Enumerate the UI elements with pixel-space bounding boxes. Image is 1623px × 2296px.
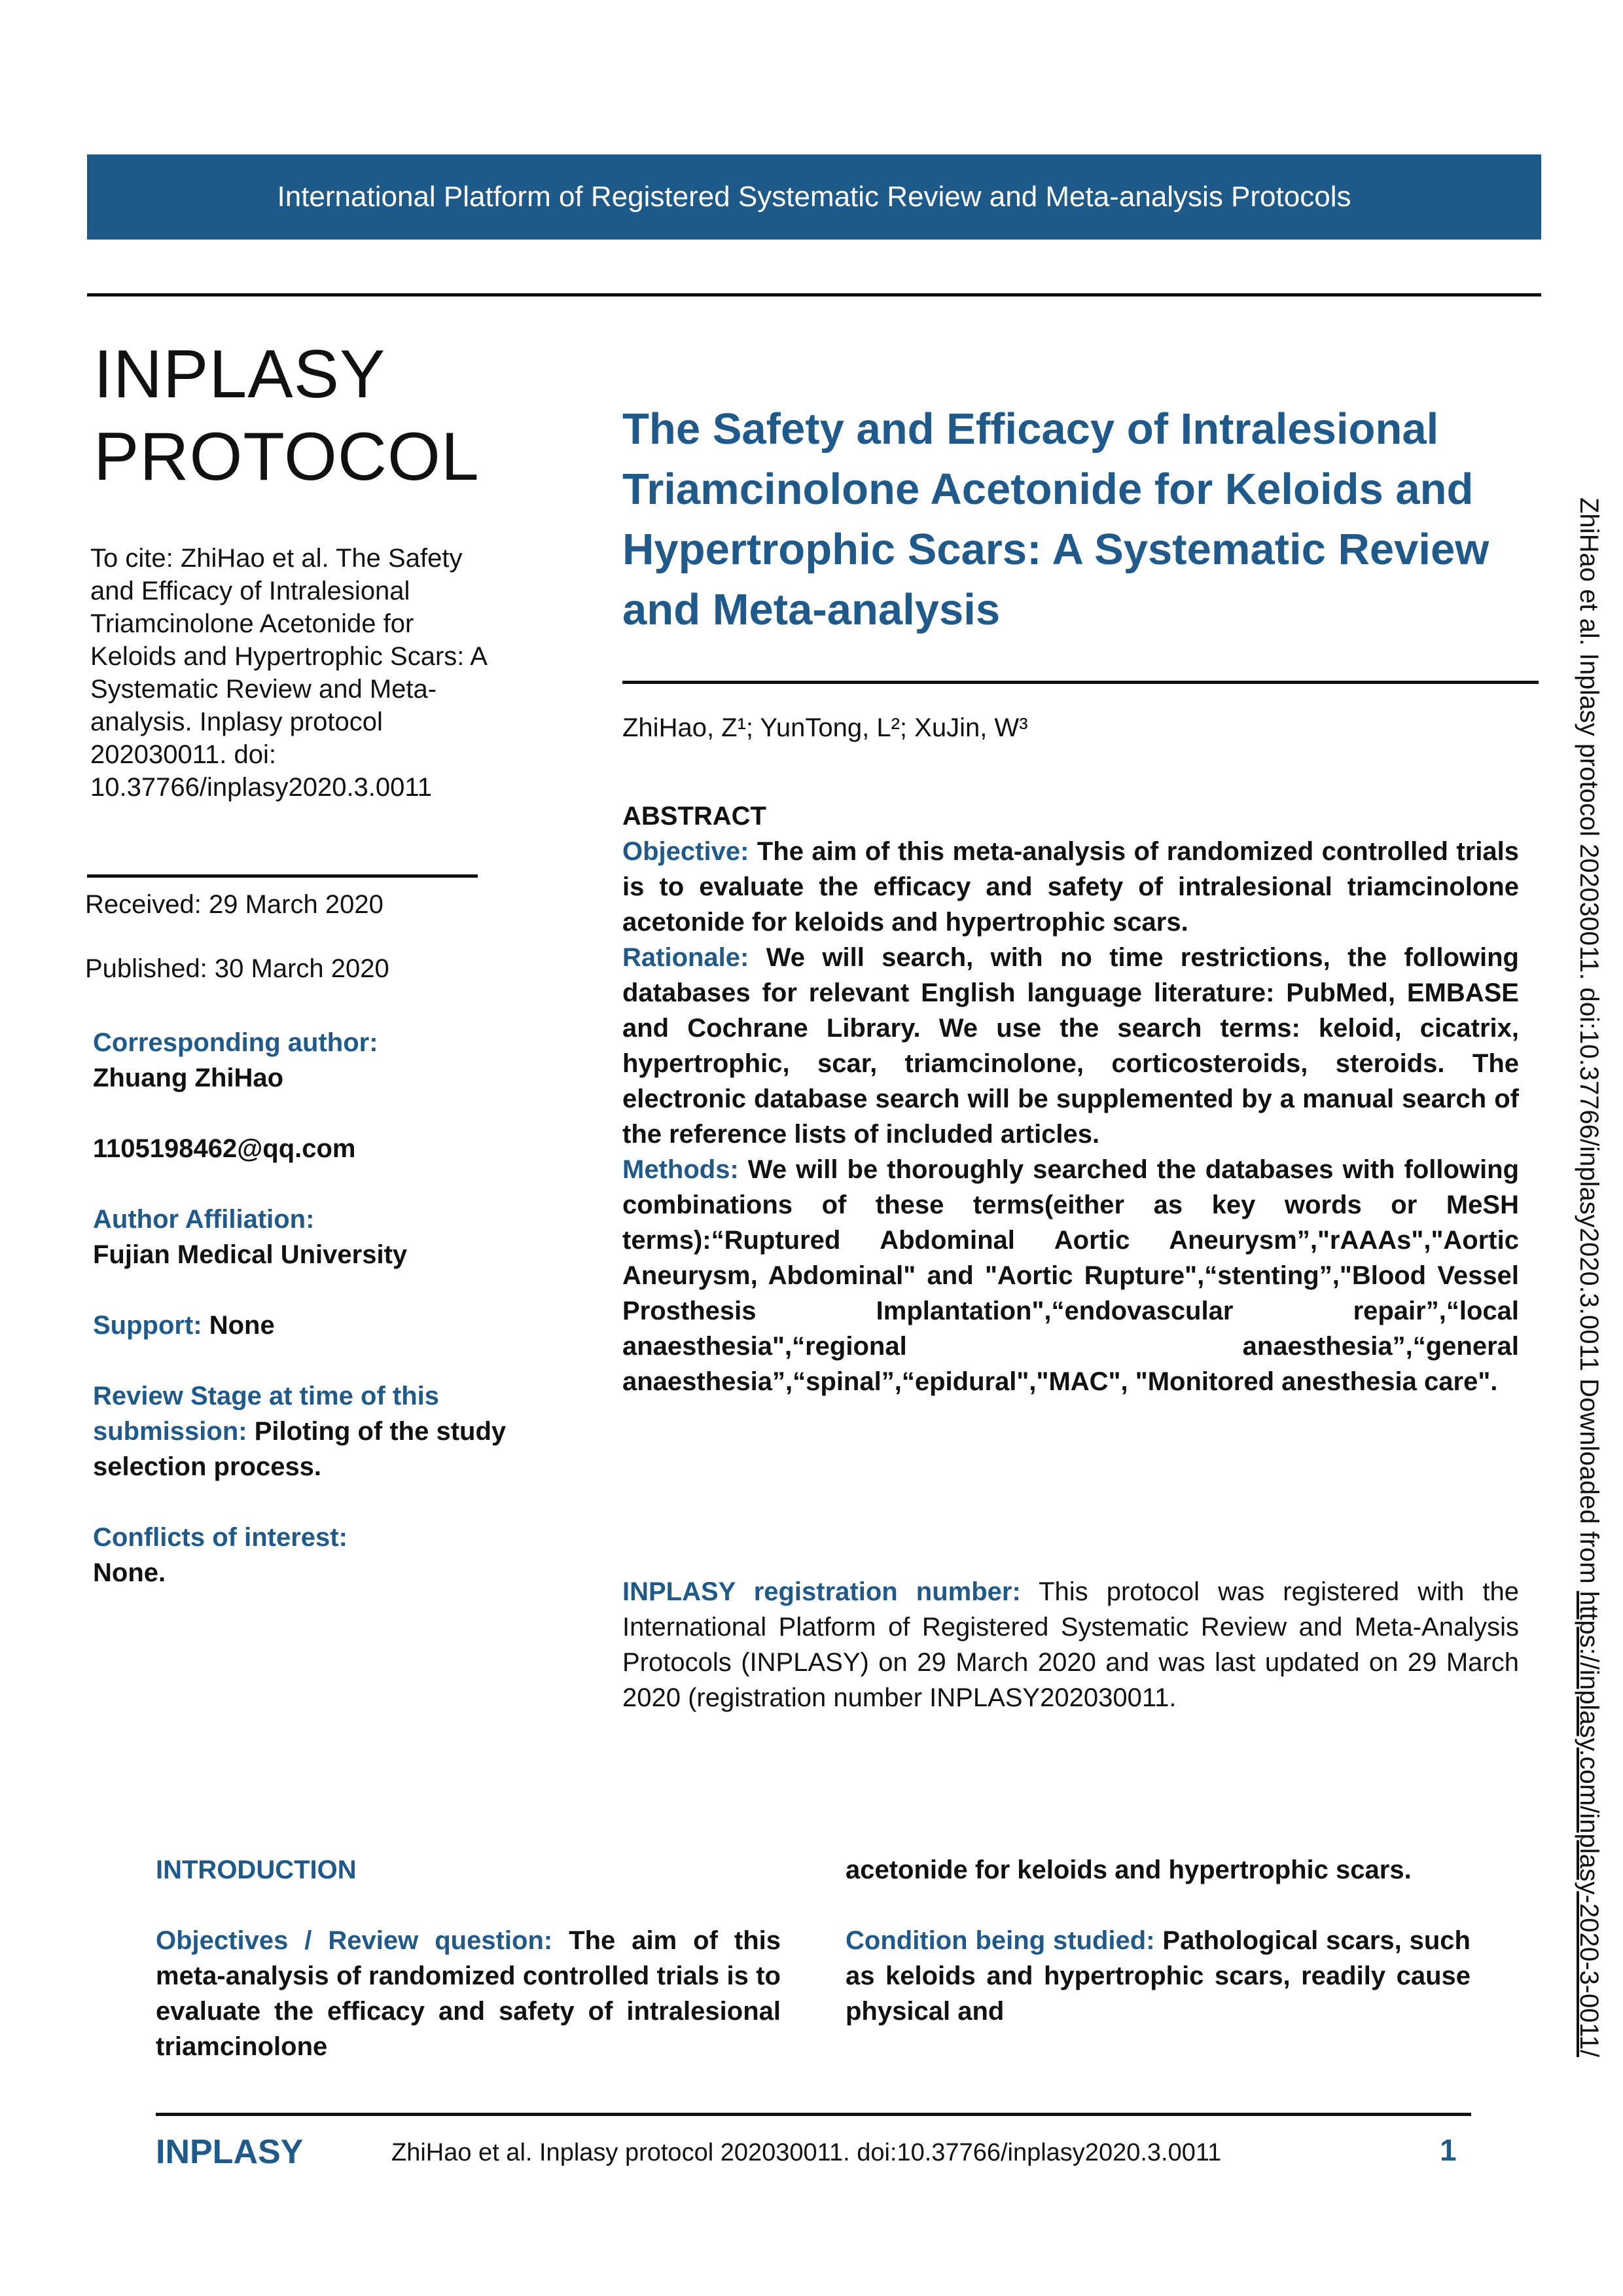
banner-text: International Platform of Registered Systematic Review and Meta-analysis Protocols [277,181,1351,213]
methods-paragraph [622,1152,1519,1399]
condition-paragraph [846,1923,1471,2029]
brand-line1: INPLASY [94,336,386,412]
journal-banner [87,154,1541,240]
condition-text: Pathological scars, such as keloids and hypertrophic scars, readily cause physical and [846,1926,1471,2026]
continued-text: acetonide for keloids and hypertrophic scars. [846,1856,1412,1884]
email-link[interactable]: 1105198462@qq.com [93,1134,356,1163]
review-stage-label: Review Stage at time of this submission: [93,1382,440,1446]
introduction-heading: INTRODUCTION [156,1856,357,1884]
support-line [93,1308,512,1343]
objectives-paragraph [156,1923,781,2064]
sidebar-info [93,1025,512,1590]
objectives-label: Objectives / Review question: [156,1926,553,1955]
registration-text: This protocol was registered with the International Platform of Registered Systematic Review and Meta-Analysis Protocols (INPLASY) on 29 March 2020 and was last updated on 29 March 2020 (registration number INPLASY202030011. [622,1577,1519,1712]
received-date: Received: 29 March 2020 [85,890,383,919]
brand-line2: PROTOCOL [94,419,480,495]
methods-label: Methods: [622,1155,739,1184]
author-list: ZhiHao, Z¹; YunTong, L²; XuJin, W³ [622,713,1028,742]
review-stage [93,1378,512,1484]
affiliation-label: Author Affiliation: [93,1205,315,1234]
objective-text: The aim of this meta-analysis of randomized controlled trials is to evaluate the efficacy and safety of intralesional triamcinolone acetonide for keloids and hypertrophic scars. [622,837,1519,937]
top-rule [87,293,1541,296]
review-stage-value: Piloting of the study selection process. [93,1417,507,1481]
article-title: The Safety and Efficacy of Intralesional Triamcinolone Acetonide for Keloids and Hypertrophic Scars: A Systematic Review and Meta-analysis [622,404,1489,634]
download-url-link[interactable]: https://inplasy.com/inplasy-2020-3-0011/ [1575,1590,1603,2058]
vertical-prefix: ZhiHao et al. Inplasy protocol 202030011. doi:10.37766/inplasy2020.3.0011 Downloaded from [1575,497,1603,1591]
introduction-left-column [156,1852,781,2100]
rationale-paragraph [622,940,1519,1152]
title-rule [622,681,1539,684]
rationale-label: Rationale: [622,943,749,972]
introduction-right-column [846,1852,1471,2064]
conflicts-label: Conflicts of interest: [93,1523,348,1552]
corresponding-name: Zhuang ZhiHao [93,1064,284,1092]
objective-paragraph [622,834,1519,940]
cite-rule [87,874,478,878]
conflicts-value: None. [93,1558,166,1587]
support-label: Support: [93,1311,202,1340]
page-number: 1 [1440,2133,1457,2167]
rationale-text: We will search, with no time restrictions, the following databases for relevant English language literature: PubMed, EMBASE and Cochrane Library. We use the search terms: keloid, cicatrix, hypertrophic, scar, triamcinolone, corticosteroids, steroids. The electronic database search will be supplemented by a manual search of the reference lists of included articles. [622,943,1519,1149]
footer-rule [156,2113,1471,2116]
condition-label: Condition being studied: [846,1926,1155,1955]
methods-text: We will be thoroughly searched the databases with following combinations of these terms(either as key words or MeSH terms):“Ruptured Abdominal Aortic Aneurysm”,"rAAAs","Aortic Aneurysm, Abdominal" and "Aortic Rupture",“stenting”,"Blood Vessel Prosthesis Implantation",“endovascular repair”,“local anaesthesia",“regional anaesthesia”,“general anaesthesia”,“spinal”,“epidural","MAC", "Monitored anesthesia care". [622,1155,1519,1396]
vertical-download-note [1564,497,1603,2265]
published-date: Published: 30 March 2020 [85,954,389,983]
footer-logo: INPLASY [156,2133,304,2171]
abstract-section [622,798,1519,1399]
support-value: None [202,1311,275,1340]
affiliation-value: Fujian Medical University [93,1240,408,1269]
corresponding-label: Corresponding author: [93,1028,378,1057]
objective-label: Objective: [622,837,749,866]
registration-paragraph [622,1574,1519,1715]
footer-citation: ZhiHao et al. Inplasy protocol 202030011. doi:10.37766/inplasy2020.3.0011 [391,2139,1222,2166]
registration-label: INPLASY registration number: [622,1577,1021,1606]
citation-block: To cite: ZhiHao et al. The Safety and Efficacy of Intralesional Triamcinolone Acetonide for Keloids and Hypertrophic Scars: A Systematic Review and Meta-analysis. Inplasy protocol 202030011. doi: 10.37766/inplasy2020.3.0011 [90,544,486,802]
abstract-heading: ABSTRACT [622,802,766,831]
objectives-text: The aim of this meta-analysis of randomized controlled trials is to evaluate the efficacy and safety of intralesional triamcinolone [156,1926,781,2061]
